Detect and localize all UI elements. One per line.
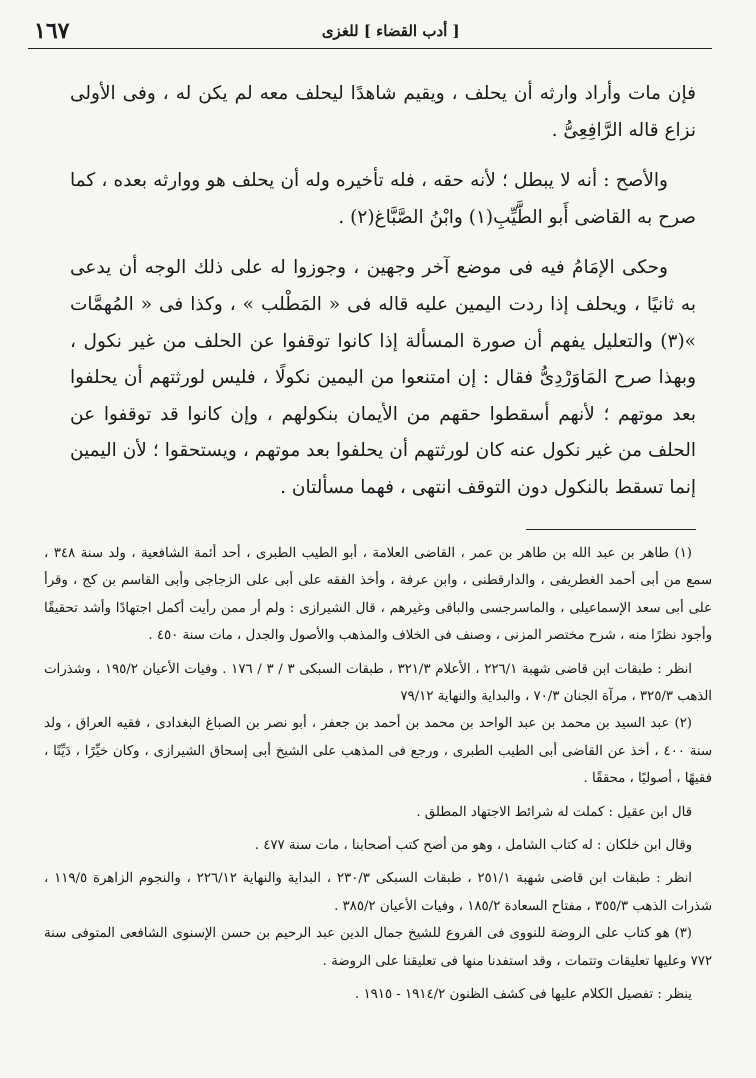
running-title: [ أدب القضاء ] للغزى — [321, 22, 460, 40]
main-text — [70, 76, 696, 507]
main-paragraph-2: والأصح : أنه لا يبطل ؛ لأنه حقه ، فله تأخيره وله أن يحلف هو ووارثه بعده ، كما صرح به القاضى أَبو الطَّيِّبِ(١) وابْنُ الصَّبَّاغ(٢) . — [70, 170, 696, 228]
footnote-2: (٢) عبد السيد بن محمد بن عبد الواحد بن محمد بن أحمد بن جعفر ، أبو نصر بن الصباغ البغدادى ، فقيه العراق ، ولد سنة ٤٠٠ ، أخذ عن القاضى أبى الطيب الطبرى ، ورجع فى المذهب على الشيخ أبى إسحاق الشيرازى ، وكان خيِّرًا ، دَيِّنًا ، فقيهًا ، أصوليًا ، محققًا . — [44, 716, 712, 787]
page-header — [28, 14, 712, 49]
page-number: ١٦٧ — [34, 18, 70, 44]
footnotes — [44, 540, 712, 1009]
footnote-2-quote-1: قال ابن عقيل : كملت له شرائط الاجتهاد المطلق . — [416, 804, 692, 820]
footnote-2-quote-2: وقال ابن خلكان : له كتاب الشامل ، وهو من أصح كتب أصحابنا ، مات سنة ٤٧٧ . — [254, 838, 692, 854]
footnote-3-reference: ينظر : تفصيل الكلام عليها فى كشف الظنون ١٩١٤/٢ - ١٩١٥ . — [355, 987, 692, 1003]
footnote-1: (١) طاهر بن عبد الله بن طاهر بن عمر ، القاضى العلامة ، أبو الطيب الطبرى ، أحد أئمة الشافعية ، ولد سنة ٣٤٨ ، سمع من أبى أحمد الغطريفى ، والدارقطنى ، وابن عرفة ، وأخذ الفقه على أبى على الزجاجى وأبى القاسم بن كج ، وقرأ على أبى سعد الإسماعيلى ، والماسرجسى والباقى وغيرهم ، قال الشيرازى : ولم أر ممن رأيت أكمل اجتهادًا وأشد تحقيقًا وأجود نظرًا منه ، شرح مختصر المزنى ، وصنف فى الخلاف والمذهب والأصول والجدل ، مات سنة ٤٥٠ . — [44, 546, 712, 644]
footnote-2-sources: انظر : طبقات ابن قاضى شهبة ٢٥١/١ ، طبقات السبكى ٢٣٠/٣ ، البداية والنهاية ٢٢٦/١٢ ، والنجوم الزاهرة ١١٩/٥ ، شذرات الذهب ٣٥٥/٣ ، مفتاح السعادة ١٨٥/٢ ، وفيات الأعيان ٣٨٥/٢ . — [44, 871, 712, 914]
footnote-1-sources: انظر : طبقات ابن قاضى شهبة ٢٢٦/١ ، الأعلام ٣٢١/٣ ، طبقات السبكى ٣ / ٣ / ١٧٦ . وفيات الأعيان ١٩٥/٢ ، وشذرات الذهب ٣٢٥/٣ ، مرآة الجنان ٧٠/٣ ، والبداية والنهاية ٧٩/١٢ — [44, 661, 712, 705]
main-paragraph-1: فإن مات وأراد وارثه أن يحلف ، ويقيم شاهدًا ليحلف معه لم يكن له ، وفى الأولى نزاع قاله الرَّافِعِىُّ . — [70, 83, 696, 141]
footnote-3: (٣) هو كتاب على الروضة للنووى فى الفروع للشيخ جمال الدين عبد الرحيم بن حسن الإسنوى الشافعى المتوفى سنة ٧٧٢ وعليها تعليقات وتتمات ، وقد استفدنا منها فى تعليقنا على الروضة . — [44, 926, 712, 969]
footnote-divider — [526, 529, 696, 530]
main-paragraph-3: وحكى الإمَامُ فيه فى موضع آخر وجهين ، وجوزوا له على ذلك الوجه أن يدعى به ثانيًا ، ويحلف إذا ردت اليمين عليه قاله فى « المَطْلب » ، وكذا فى « المُهمَّات »(٣) والتعليل يفهم أن صورة المسألة إذا كانوا توقفوا عن الحلف من غير نكول ، وبهذا صرح المَاوَرْدِىُّ فقال : إن امتنعوا من اليمين نكولًا ، فليس لورثتهم أن يحلفوا بعد موتهم ؛ لأنهم أسقطوا حقهم من الأيمان بنكولهم ، وإن كانوا قد توقفوا عن الحلف من غير نكول عنه كان لورثتهم أن يحلفوا بعد موتهم ، ويستحقوا ؛ لأن اليمين إنما تسقط بالنكول دون التوقف انتهى ، فهما مسألتان . — [70, 257, 696, 498]
